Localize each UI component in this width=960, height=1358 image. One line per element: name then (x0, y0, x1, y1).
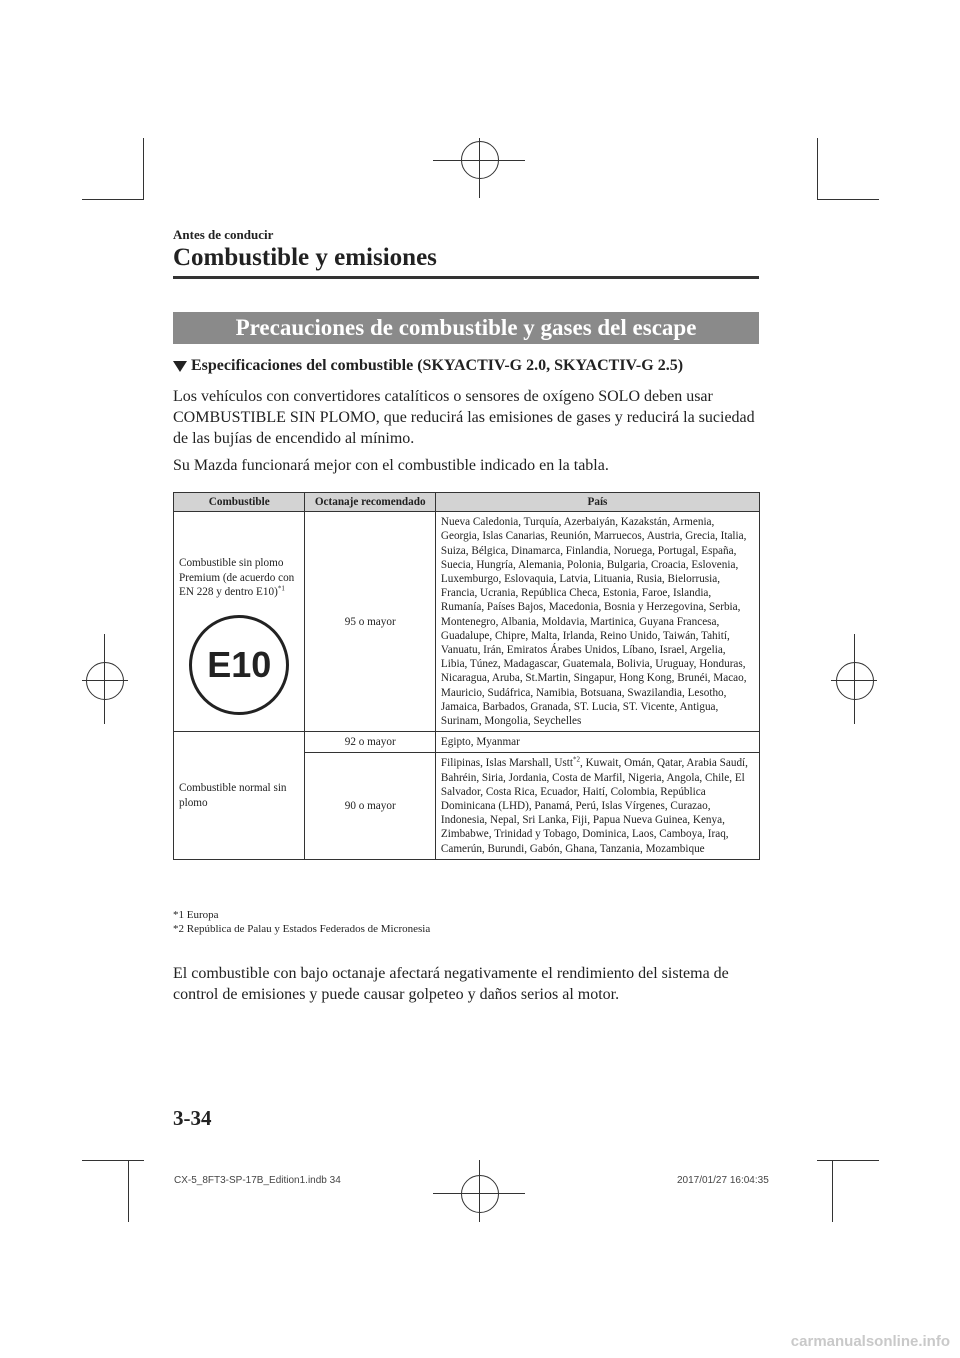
regular-countries-a-cell: Egipto, Myanmar (435, 732, 759, 753)
footnote-2: *2 República de Palau y Estados Federados de Micronesia (173, 923, 431, 935)
e10-logo: E10 (189, 615, 289, 715)
countries-b-post: , Kuwait, Omán, Qatar, Arabia Saudí, Bahréin, Siria, Jordania, Costa de Marfil, Nigeria, Angola, Chile, El Salvador, Costa Rica, Ecuador, Haití, Colombia, República Dominicana (LHD), Panamá, Perú, Islas Vírgenes, Curazao, Indonesia, Nepal, Sri Lanka, Fiji, Papua Nueva Guinea, Kenya, Zimbabwe, Trinidad y Tobago, Dominica, Laos, Camboya, Iraq, Camerún, Burundi, Gabón, Ghana, Tanzania, Mozambique (440, 757, 748, 855)
regular-countries-b-cell (435, 753, 759, 859)
premium-countries-cell: Nueva Caledonia, Turquía, Azerbaiyán, Kazakstán, Armenia, Georgia, Islas Canarias, Reunión, Marruecos, Austria, Grecia, Italia, Suiza, Bélgica, Dinamarca, Finlandia, Noruega, Portugal, España, Suecia, Hungría, Alemania, Polonia, Bulgaria, Croacia, Eslovenia, Luxemburgo, Eslovaquia, Latvia, Lituania, Rusia, Bielorrusia, Francia, Ucrania, República Checa, Estonia, Faroe, Islandia, Rumanía, Países Bajos, Macedonia, Bosnia y Herzegovina, Serbia, Montenegro, Albania, Moldavia, Martinica, Guyana Francesa, Guadalupe, Chipre, Malta, Irlanda, Reino Unido, Taiwán, Tahití, Vanuatu, Irán, Emiratos Árabes Unidos, Líbano, Israel, Argelia, Libia, Túnez, Madagascar, Guatemala, Bolivia, Uruguay, Honduras, Nicaragua, Aruba, St.Martin, Singapur, Hong Kong, Brunéi, Macao, Mauricio, Sudáfrica, Namibia, Botsuana, Swazilandia, Lesotho, Jamaica, Barbados, Granada, ST. Lucia, ST. Vicente, Antigua, Surinam, Mongolia, Seychelles (435, 512, 759, 732)
section-banner: Precauciones de combustible y gases del escape (173, 312, 759, 344)
table-row (174, 512, 760, 732)
intro-paragraph: Los vehículos con convertidores catalíticos o sensores de oxígeno SOLO deben usar COMBUSTIBLE SIN PLOMO, que reducirá las emisiones de gases y reducirá la suciedad de las bujías de encendido al mínimo. (173, 388, 755, 447)
table-row (174, 732, 760, 753)
header-fuel: Combustible (174, 493, 305, 512)
premium-fuel-text: Combustible sin plomo Premium (de acuerdo con EN 228 y dentro E10) (179, 557, 295, 598)
header-country: País (435, 493, 759, 512)
print-slug-file: CX-5_8FT3-SP-17B_Edition1.indb 34 (174, 1175, 341, 1186)
regular-octane-b-cell: 90 o mayor (305, 753, 435, 859)
header-octane: Octanaje recomendado (305, 493, 435, 512)
recommendation-paragraph: Su Mazda funcionará mejor con el combustible indicado en la tabla. (173, 457, 609, 474)
countries-b-pre: Filipinas, Islas Marshall, Ustt (440, 757, 573, 770)
footnote-1: *1 Europa (173, 909, 219, 921)
section-label: Antes de conducir (173, 227, 274, 242)
footnote-ref: *2 (573, 755, 580, 764)
heading-rule (173, 276, 759, 279)
triangle-down-icon (173, 361, 187, 372)
table-header-row (174, 493, 760, 512)
regular-fuel-cell: Combustible normal sin plomo (174, 732, 305, 860)
footnote-ref: *1 (277, 584, 285, 593)
print-slug-date: 2017/01/27 16:04:35 (677, 1175, 769, 1186)
regular-octane-a-cell: 92 o mayor (305, 732, 435, 753)
subheading-text: Especificaciones del combustible (SKYACTIV-G 2.0, SKYACTIV-G 2.5) (191, 357, 684, 374)
fuel-table (173, 492, 760, 860)
page-title: Combustible y emisiones (173, 244, 437, 271)
premium-octane-cell: 95 o mayor (305, 512, 435, 732)
page-number: 3-34 (173, 1106, 212, 1130)
warning-paragraph: El combustible con bajo octanaje afectará negativamente el rendimiento del sistema de control de emisiones y puede causar golpeteo y daños serios al motor. (173, 965, 729, 1003)
premium-fuel-cell (174, 512, 305, 732)
footnotes (173, 908, 430, 936)
watermark: carmanualsonline.info (790, 1333, 950, 1350)
subheading (173, 357, 683, 375)
